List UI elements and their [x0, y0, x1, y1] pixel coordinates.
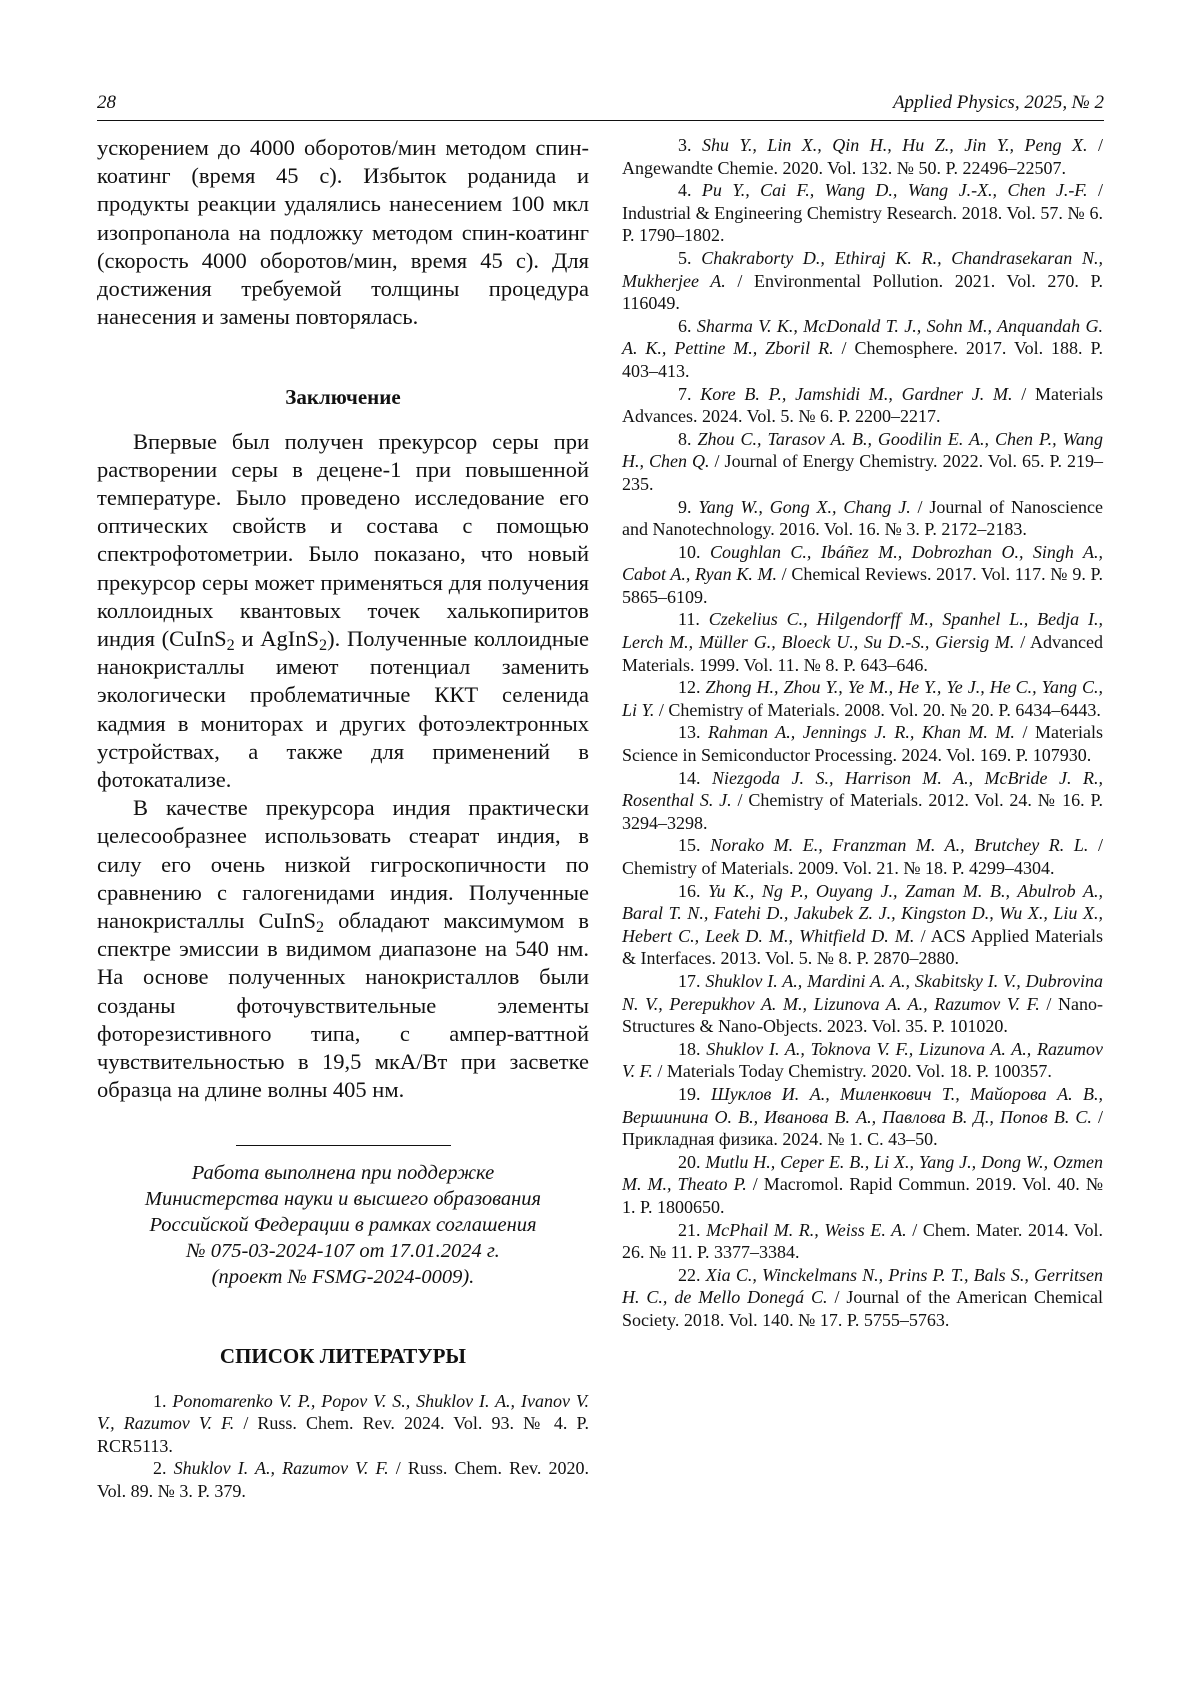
reference-item: 1. Ponomarenko V. P., Popov V. S., Shuklov I. A., Ivanov V. V., Razumov V. F. / Russ. Chem. Rev. 2024. Vol. 93. № 4. P. RCR5113.	[97, 1390, 590, 1456]
reference-item: 2. Shuklov I. A., Razumov V. F. / Russ. Chem. Rev. 2020. Vol. 89. № 3. P. 379.	[97, 1458, 589, 1502]
reference-item: 18. Shuklov I. A., Toknova V. F., Lizunova A. A., Razumov V. F. / Materials Today Chemistry. 2020. Vol. 18. P. 100357.	[622, 1038, 1103, 1082]
page-number: 28	[97, 92, 116, 113]
reference-item: 4. Pu Y., Cai F., Wang D., Wang J.-X., Chen J.-F. / Industrial & Engineering Chemistry Research. 2018. Vol. 57. № 6. P. 1790–1802.	[622, 180, 1103, 246]
subscript: 2	[319, 636, 328, 655]
reference-item: 5. Chakraborty D., Ethiraj K. R., Chandrasekaran N., Mukherjee A. / Environmental Pollution. 2021. Vol. 270. P. 116049.	[622, 247, 1103, 314]
reference-item: 7. Kore B. P., Jamshidi M., Gardner J. M. / Materials Advances. 2024. Vol. 5. № 6. P. 2200–2217.	[622, 383, 1104, 427]
references-heading: СПИСОК ЛИТЕРАТУРЫ	[219, 1343, 467, 1368]
reference-item: 16. Yu K., Ng P., Ouyang J., Zaman M. B., Abulrob A., Baral T. N., Fatehi D., Jakubek Z. J., Kingston D., Wu X., Liu X., Hebert C., Leek D. M., Whitfield D. M. / ACS Applied Materials & Interfaces. 2013. Vol. 5. № 8. P. 2870–2880.	[622, 880, 1104, 969]
reference-item: 12. Zhong H., Zhou Y., Ye M., He Y., Ye J., He C., Yang C., Li Y. / Chemistry of Materials. 2008. Vol. 20. № 20. P. 6434–6443.	[622, 677, 1104, 720]
journal-title: Applied Physics, 2025, № 2	[892, 92, 1104, 113]
reference-item: 6. Sharma V. K., McDonald T. J., Sohn M., Anquandah G. A. K., Pettine M., Zboril R. / Chemosphere. 2017. Vol. 188. P. 403–413.	[622, 315, 1104, 381]
reference-item: 19. Шуклов И. А., Миленкович Т., Майорова А. В., Вершинина О. В., Иванова В. А., Павлова В. Д., Попов В. С. / Прикладная физика. 2024. № 1. С. 43–50.	[622, 1083, 1104, 1150]
conclusion-paragraph-1: Впервые был получен прекурсор серы при растворении серы в децене-1 при повышенной температуре. Было проведено исследование его оптических свойств и состава с помощью спектрофотометрии. Было показано, что новый прекурсор серы может применяться для получения коллоидных квантовых точек халькопиритов индия (CuInS$_2$ и AgInS$_2$). Полученные коллоидные нанокристаллы имеют потенциал заменить экологически проблематичные ККТ селенида кадмия в мониторах и других фотоэлектронных устройствах, а также для применений в фотокатализе.	[97, 428, 589, 793]
right-column	[622, 134, 1103, 1331]
left-column	[97, 134, 589, 1503]
reference-list-right	[622, 134, 1103, 1331]
acknowledgement: Работа выполнена при поддержке Министерства науки и высшего образования Российской Федерации в рамках соглашения № 075-03-2024-107 от 17.01.2024 г. (проект № FSMG-2024-0009).	[144, 1161, 542, 1288]
intro-paragraph: ускорением до 4000 оборотов/мин методом спин-коатинг (время 45 с). Избыток роданида и продукты реакции удалялись нанесением 100 мкл изопропанола на подложку методом спин-коатинг (скорость 4000 оборотов/мин, время 45 с). Для достижения требуемой толщины процедура нанесения и замены повторялась.	[97, 135, 589, 330]
reference-item: 22. Xia C., Winckelmans N., Prins P. T., Bals S., Gerritsen H. C., de Mello Donegá C. / Journal of the American Chemical Society. 2018. Vol. 140. № 17. P. 5755–5763.	[622, 1264, 1103, 1330]
subscript: 2	[226, 636, 235, 655]
reference-item: 15. Norako M. E., Franzman M. A., Brutchey R. L. / Chemistry of Materials. 2009. Vol. 21. № 18. P. 4299–4304.	[622, 835, 1103, 878]
reference-item: 3. Shu Y., Lin X., Qin H., Hu Z., Jin Y., Peng X. / Angewandte Chemie. 2020. Vol. 132. № 50. P. 22496–22507.	[622, 135, 1103, 178]
reference-item: 8. Zhou C., Tarasov A. B., Goodilin E. A., Chen P., Wang H., Chen Q. / Journal of Energy Chemistry. 2022. Vol. 65. P. 219–235.	[622, 428, 1104, 494]
reference-item: 13. Rahman A., Jennings J. R., Khan M. M. / Materials Science in Semiconductor Processing. 2024. Vol. 169. P. 107930.	[622, 722, 1103, 766]
reference-item: 21. McPhail M. R., Weiss E. A. / Chem. Mater. 2014. Vol. 26. № 11. P. 3377–3384.	[622, 1219, 1103, 1263]
reference-list-left	[97, 1390, 589, 1503]
reference-item: 17. Shuklov I. A., Mardini A. A., Skabitsky I. V., Dubrovina N. V., Perepukhov A. M., Lizunova A. A., Razumov V. F. / Nano-Structures & Nano-Objects. 2023. Vol. 35. P. 101020.	[622, 970, 1103, 1037]
conclusion-paragraph-2: В качестве прекурсора индия практически целесообразнее использовать стеарат индия, в силу его очень низкой гигроскопичности по сравнению с галогенидами индия. Полученные нанокристаллы CuInS$_2$ обладают максимумом в спектре эмиссии в видимом диапазоне на 540 нм. На основе полученных нанокристаллов были созданы фоточувствительные элементы фоторезистивного типа, с ампер-ваттной чувствительностью в 19,5 мкА/Вт при засветке образца на длине волны 405 нм.	[97, 795, 590, 1103]
conclusion-heading: Заключение	[285, 385, 401, 410]
running-head	[97, 92, 1104, 121]
subscript: 2	[315, 918, 325, 937]
reference-item: 10. Coughlan C., Ibáñez M., Dobrozhan O., Singh A., Cabot A., Ryan K. M. / Chemical Reviews. 2017. Vol. 117. № 9. P. 5865–6109.	[622, 541, 1103, 607]
reference-item: 14. Niezgoda J. S., Harrison M. A., McBride J. R., Rosenthal S. J. / Chemistry of Materials. 2012. Vol. 24. № 16. P. 3294–3298.	[622, 767, 1104, 833]
reference-item: 9. Yang W., Gong X., Chang J. / Journal of Nanoscience and Nanotechnology. 2016. Vol. 16. № 3. P. 2172–2183.	[622, 496, 1103, 540]
reference-item: 11. Czekelius C., Hilgendorff M., Spanhel L., Bedja I., Lerch M., Müller G., Bloeck U., Su D.-S., Giersig M. / Advanced Materials. 1999. Vol. 11. № 8. P. 643–646.	[622, 609, 1104, 675]
reference-item: 20. Mutlu H., Ceper E. B., Li X., Yang J., Dong W., Ozmen M. M., Theato P. / Macromol. Rapid Commun. 2019. Vol. 40. № 1. P. 1800650.	[622, 1151, 1104, 1217]
